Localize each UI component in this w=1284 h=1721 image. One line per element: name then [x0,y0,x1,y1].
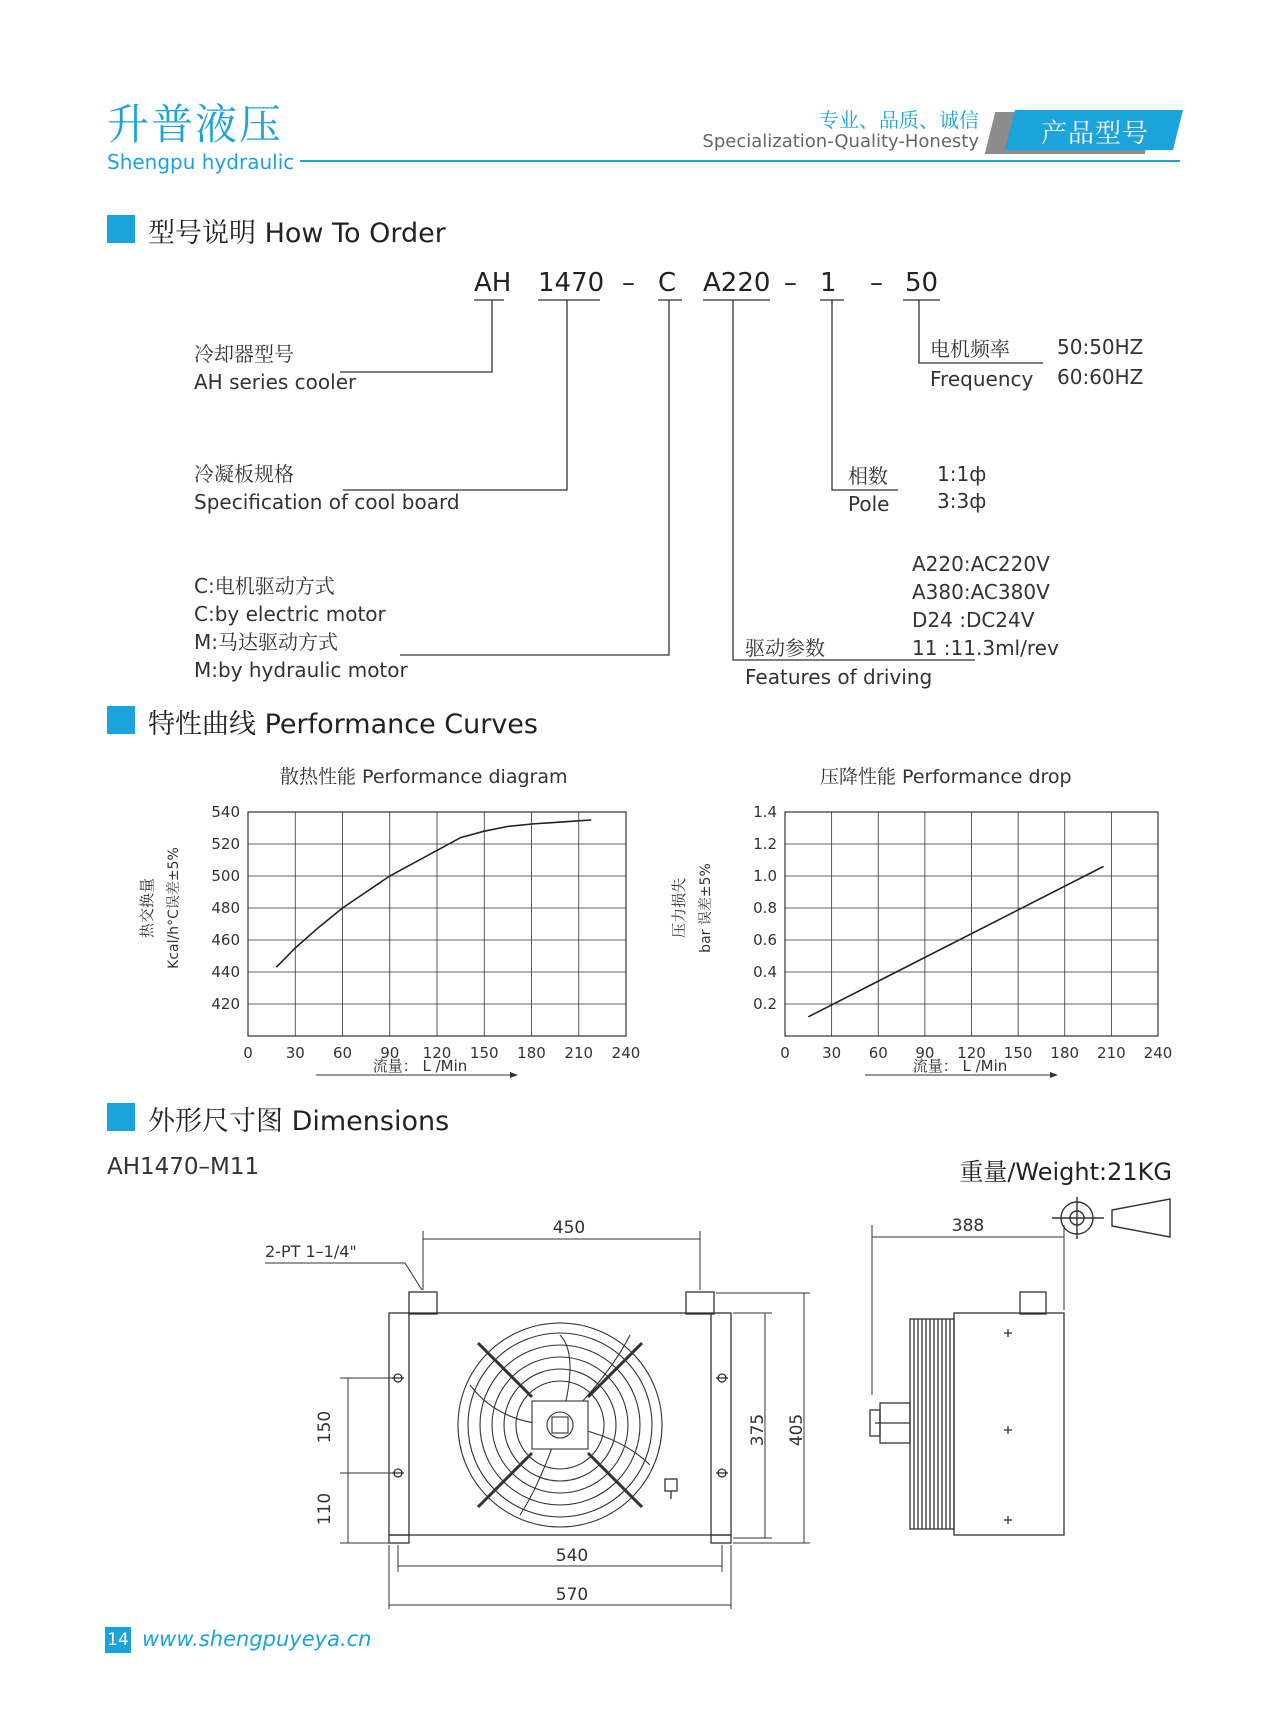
x-tick-label: 90 [915,1044,935,1062]
x-tick-label: 210 [564,1044,594,1062]
dim-450: 450 [552,1218,586,1238]
dim-375: 375 [748,1413,768,1447]
pole-option-1: 1:1ф [937,462,987,486]
side-dimension-lines [872,1225,1064,1395]
weight-label: 重量/Weight:21KG [959,1158,1172,1186]
page-number: 14 [105,1627,131,1653]
y-tick-label: 1.0 [753,867,777,885]
arrow-head-icon [1050,1072,1058,1078]
y-tick-label: 520 [211,835,240,853]
y-tick-label: 0.2 [753,995,777,1013]
x-tick-label: 210 [1097,1044,1126,1062]
dim-110: 110 [315,1492,335,1526]
freq-option-60: 60:60HZ [1057,365,1144,389]
slogan-cn: 专业、品质、诚信 [819,108,979,132]
drive-param-en: Features of driving [745,665,933,689]
y-axis-label-heat-cn: 热交换量 [138,877,156,939]
cooler-label-en: AH series cooler [194,370,357,394]
drive-c-en: C:by electric motor [194,602,386,626]
performance-section-title: 特性曲线 Performance Curves [148,709,538,740]
port-label: 2-PT 1–1/4" [265,1242,357,1261]
series-line [808,866,1103,1016]
projection-symbol-icon [1052,1197,1170,1239]
code-c: C [658,268,677,298]
dim-388: 388 [951,1216,985,1236]
freq-option-50: 50:50HZ [1057,335,1144,359]
x-tick-label: 240 [611,1044,641,1062]
fan-icon [458,1323,662,1527]
order-section-title: 型号说明 How To Order [148,218,446,249]
drive-param-cn: 驱动参数 [745,636,825,660]
side-view [870,1292,1064,1535]
dim-405: 405 [787,1413,807,1447]
slogan-en: Specialization-Quality-Honesty [702,131,979,152]
x-tick-label: 30 [285,1044,305,1062]
x-tick-label: 120 [422,1044,452,1062]
dim-150: 150 [315,1410,335,1444]
board-label-en: Specification of cool board [194,490,460,514]
code-1: 1 [820,268,837,298]
x-tick-label: 60 [332,1044,353,1062]
x-axis-label-heat: 流量： L /Min [372,1057,468,1075]
chart-title-heat: 散热性能 Performance diagram [280,766,568,788]
code-dash-1: – [622,268,635,298]
drive-option-d24: D24 :DC24V [912,608,1035,632]
section-marker [107,1103,135,1131]
code-dash-3: – [870,268,883,298]
y-tick-label: 1.2 [753,835,777,853]
x-tick-label: 60 [868,1044,888,1062]
drive-option-a380: A380:AC380V [912,580,1050,604]
x-tick-label: 30 [822,1044,842,1062]
code-dash-2: – [784,268,797,298]
y-axis-label-drop-cn: 压力损失 [670,877,688,939]
y-tick-label: 540 [211,803,240,821]
freq-label-en: Frequency [930,367,1034,391]
code-a220: A220 [703,268,771,298]
series-line [276,820,591,967]
drive-option-a220: A220:AC220V [912,552,1050,576]
y-tick-label: 0.8 [753,899,777,917]
y-axis-label-drop-en: bar 误差±5% [698,863,714,953]
x-tick-label: 120 [957,1044,986,1062]
model-number: AH1470–M11 [107,1154,260,1180]
cooler-label-cn: 冷却器型号 [194,342,294,366]
pole-label-en: Pole [848,492,890,516]
dimensions-section-title: 外形尺寸图 Dimensions [148,1106,450,1137]
code-50: 50 [905,268,939,298]
x-tick-label: 150 [1003,1044,1033,1062]
drive-c-cn: C:电机驱动方式 [194,574,335,598]
y-tick-label: 0.4 [753,963,777,981]
brand-name-cn: 升普液压 [107,100,284,149]
drive-m-cn: M:马达驱动方式 [194,630,338,654]
code-1470: 1470 [538,268,605,298]
y-tick-label: 440 [211,963,240,981]
section-tab-label: 产品型号 [1040,119,1149,149]
performance-charts [0,780,1284,1090]
code-ah: AH [474,268,512,298]
x-tick-label: 0 [243,1044,253,1062]
x-tick-label: 90 [380,1044,400,1062]
y-tick-label: 1.4 [753,803,777,821]
y-tick-label: 0.6 [753,931,777,949]
drop-chart [753,803,1172,1062]
heat-chart [211,803,640,1062]
brand-name-en: Shengpu hydraulic [107,150,295,174]
y-tick-label: 480 [211,899,240,917]
dimension-drawings [0,1195,1284,1625]
arrow-head-icon [510,1072,518,1078]
y-tick-label: 420 [211,995,240,1013]
x-tick-label: 150 [469,1044,499,1062]
drive-m-en: M:by hydraulic motor [194,658,408,682]
x-tick-label: 240 [1143,1044,1173,1062]
x-axis-label-drop: 流量： L /Min [912,1057,1008,1075]
pole-option-3: 3:3ф [937,489,987,513]
x-tick-label: 0 [780,1044,790,1062]
dim-540: 540 [555,1546,589,1566]
chart-title-drop: 压降性能 Performance drop [820,766,1072,788]
website-link[interactable]: www.shengpuyeya.cn [142,1627,372,1651]
board-label-cn: 冷凝板规格 [194,462,294,486]
section-marker [107,706,135,734]
x-tick-label: 180 [517,1044,546,1062]
x-tick-label: 180 [1050,1044,1080,1062]
freq-label-cn: 电机频率 [930,337,1010,361]
y-tick-label: 460 [211,931,240,949]
pole-label-cn: 相数 [848,464,888,488]
drive-option-11: 11 :11.3ml/rev [912,636,1059,660]
y-tick-label: 500 [211,867,240,885]
y-axis-label-heat-en: Kcal/h°C误差±5% [166,847,182,969]
dim-570: 570 [555,1585,589,1605]
